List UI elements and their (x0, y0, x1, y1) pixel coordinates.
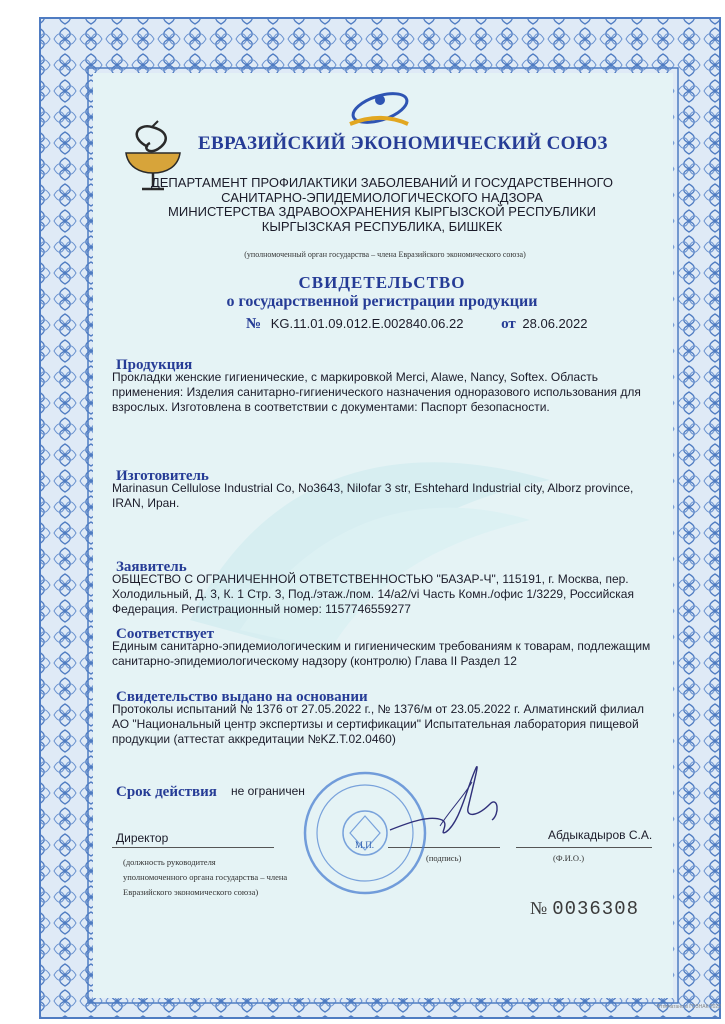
signature-note: (подпись) (426, 853, 462, 863)
applicant-text: ОБЩЕСТВО С ОГРАНИЧЕННОЙ ОТВЕТСТВЕННОСТЬЮ "БАЗАР-Ч", 115191, г. Москва, пер. Холодильный, Д. 3, К. 1 Стр. 3, Под./этаж./пом. 14/а2/vi Часть Комн./офис 1/3229, Российская Федерация. Регистрационный номер: 1157746559277 (112, 572, 634, 616)
number-label: № (246, 316, 262, 332)
basis-heading: Свидетельство выдано на основании (116, 689, 368, 705)
certificate-date: 28.06.2022 (522, 316, 588, 331)
validity-value: не ограничен (231, 784, 305, 798)
certificate-number-row (246, 316, 587, 333)
manufacturer-text: Marinasun Cellulose Industrial Co, No3643, Nilofar 3 str, Eshtehard Industrial city, Alborz province, IRAN, Иран. (112, 481, 634, 510)
certificate-subtitle: о государственной регистрации продукции (226, 293, 538, 310)
position-note-line: (должность руководителя (123, 857, 216, 867)
name-line (516, 847, 652, 848)
handwritten-signature (380, 760, 510, 850)
stamp-letters: М.П. (355, 840, 375, 850)
director-name: Абдыкадыров С.А. (548, 828, 653, 842)
union-title: ЕВРАЗИЙСКИЙ ЭКОНОМИЧЕСКИЙ СОЮЗ (198, 133, 608, 154)
serial-number (530, 898, 639, 920)
certificate-number: KG.11.01.09.012.E.002840.06.22 (270, 316, 464, 331)
authorized-body-note: (уполномоченный орган государства – члена Евразийского экономического союза) (244, 250, 526, 259)
department-name (112, 176, 652, 234)
department-line: МИНИСТЕРСТВА ЗДРАВООХРАНЕНИЯ КЫРГЫЗСКОЙ РЕСПУБЛИКИ (168, 204, 596, 219)
department-line: САНИТАРНО-ЭПИДЕМИОЛОГИЧЕСКОГО НАДЗОРА (221, 189, 543, 205)
name-note: (Ф.И.О.) (553, 853, 585, 863)
conforms-text: Единым санитарно-эпидемиологическим и гигиеническим требованиям к товарам, подлежащим санитарно-эпидемиологическому надзору (контролю) Глава II Раздел 12 (112, 639, 651, 668)
manufacturer-heading: Изготовитель (116, 468, 209, 484)
validity-heading: Срок действия (116, 784, 217, 800)
conforms-heading: Соответствует (116, 626, 214, 642)
basis-text: Протоколы испытаний № 1376 от 27.05.2022 г., № 1376/м от 23.05.2022 г. Алматинский филиал АО "Национальный центр экспертизы и сертификации" Испытательная лаборатория пищевой продукции (аттестат аккредитации №KZ.T.02.0460) (112, 702, 644, 746)
position-line (112, 847, 274, 848)
date-label: от (501, 316, 516, 332)
department-line: ДЕПАРТАМЕНТ ПРОФИЛАКТИКИ ЗАБОЛЕВАНИЙ И ГОСУДАРСТВЕННОГО (150, 175, 614, 190)
print-note: Отпечатано в ГОЗНАК 2022 (656, 1004, 721, 1010)
applicant-heading: Заявитель (116, 559, 187, 575)
position-note (123, 855, 287, 900)
product-heading: Продукция (116, 357, 193, 373)
position-note-line: Евразийского экономического союза) (123, 887, 259, 897)
certificate-title: СВИДЕТЕЛЬСТВО (298, 273, 466, 292)
position-note-line: уполномоченного органа государства – члена (123, 872, 288, 882)
serial-label: № (530, 898, 549, 918)
department-line: КЫРГЫЗСКАЯ РЕСПУБЛИКА, БИШКЕК (261, 218, 503, 234)
eaeu-logo-icon (342, 86, 412, 130)
director-position: Директор (116, 831, 169, 845)
serial-value: 0036308 (552, 898, 640, 920)
watermark (150, 420, 570, 660)
product-text: Прокладки женские гигиенические, с маркировкой Merci, Alawe, Nancy, Softex. Область применения: Изделия санитарно-гигиенического назначения одноразового использования для взрослых. Изготовлена в соответствии с документами: Паспорт безопасности. (112, 370, 641, 414)
